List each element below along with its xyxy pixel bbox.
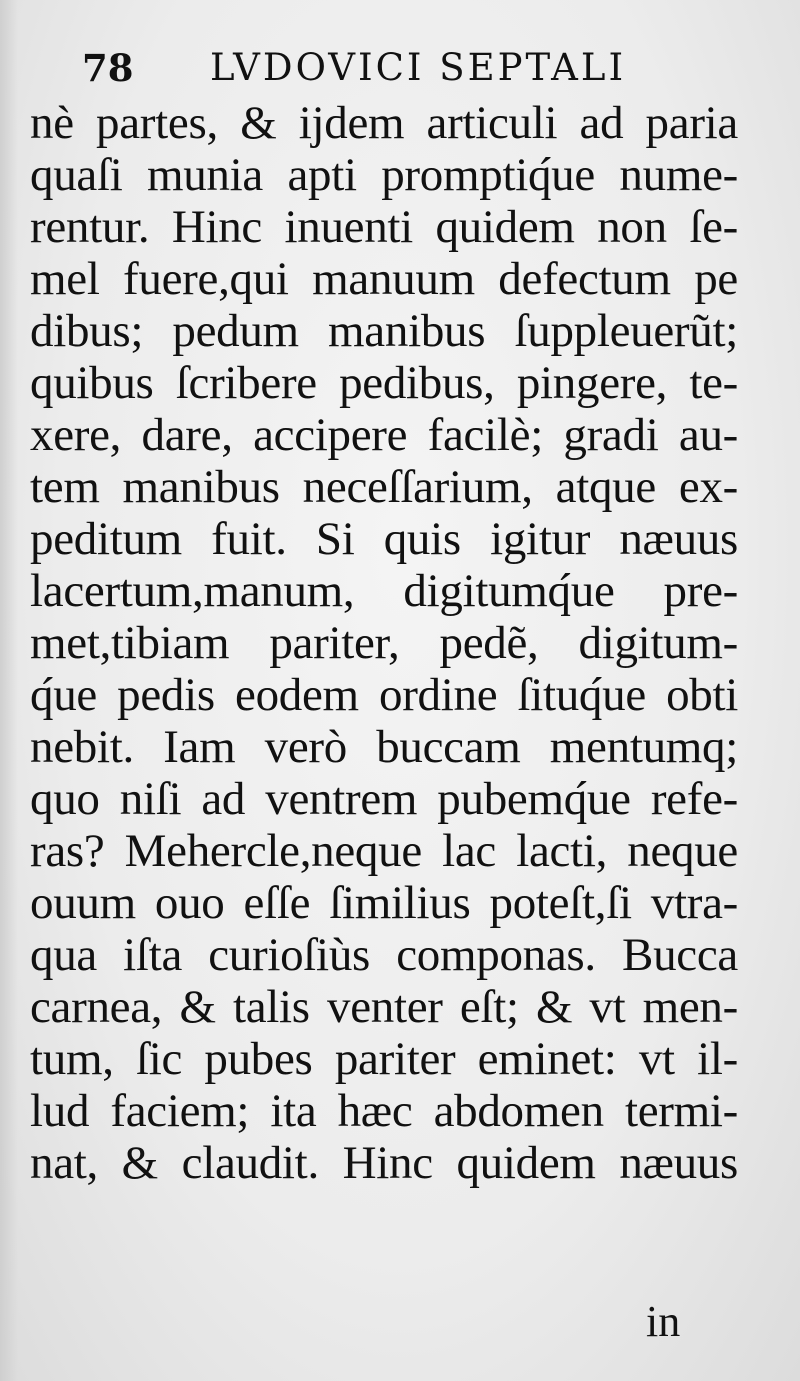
text-line: nat, & claudit. Hinc quidem næuus xyxy=(30,1137,738,1189)
text-line: lud faciem; ita hæc abdomen termi- xyxy=(30,1085,738,1137)
text-line: quibus ſcribere pedibus, pingere, te- xyxy=(30,357,738,409)
text-line: tum, ſic pubes pariter eminet: vt il- xyxy=(30,1033,738,1085)
text-line: q́ue pedis eodem ordine ſituq́ue obti xyxy=(30,669,738,721)
text-line: quo niſi ad ventrem pubemq́ue refe- xyxy=(30,773,738,825)
page-number: 78 xyxy=(82,46,134,90)
catchword: in xyxy=(646,1297,681,1346)
text-line: dibus; pedum manibus ſuppleuerũt; xyxy=(30,305,738,357)
page-edge-shadow xyxy=(0,0,18,1381)
text-line: nè partes, & ijdem articuli ad paria xyxy=(30,97,738,149)
running-head xyxy=(82,38,642,98)
running-title: LVDOVICI SEPTALI xyxy=(210,46,627,89)
text-line: tem manibus neceſſarium, atque ex- xyxy=(30,461,738,513)
text-line: nebit. Iam verò buccam mentumq; xyxy=(30,721,738,773)
text-line: mel fuere,qui manuum defectum pe xyxy=(30,253,738,305)
text-line: lacertum,manum, digitumq́ue pre- xyxy=(30,565,738,617)
text-line: ras? Mehercle,neque lac lacti, neque xyxy=(30,825,738,877)
text-line: peditum fuit. Si quis igitur næuus xyxy=(30,513,738,565)
text-block xyxy=(30,97,738,1189)
text-line: rentur. Hinc inuenti quidem non ſe- xyxy=(30,201,738,253)
text-line: carnea, & talis venter eſt; & vt men- xyxy=(30,981,738,1033)
text-line: qua iſta curioſiùs componas. Bucca xyxy=(30,929,738,981)
text-line: met,tibiam pariter, pedẽ, digitum- xyxy=(30,617,738,669)
text-line: xere, dare, accipere facilè; gradi au- xyxy=(30,409,738,461)
text-line: ouum ouo eſſe ſimilius poteſt,ſi vtra- xyxy=(30,877,738,929)
text-line: quaſi munia apti promptiq́ue nume- xyxy=(30,149,738,201)
